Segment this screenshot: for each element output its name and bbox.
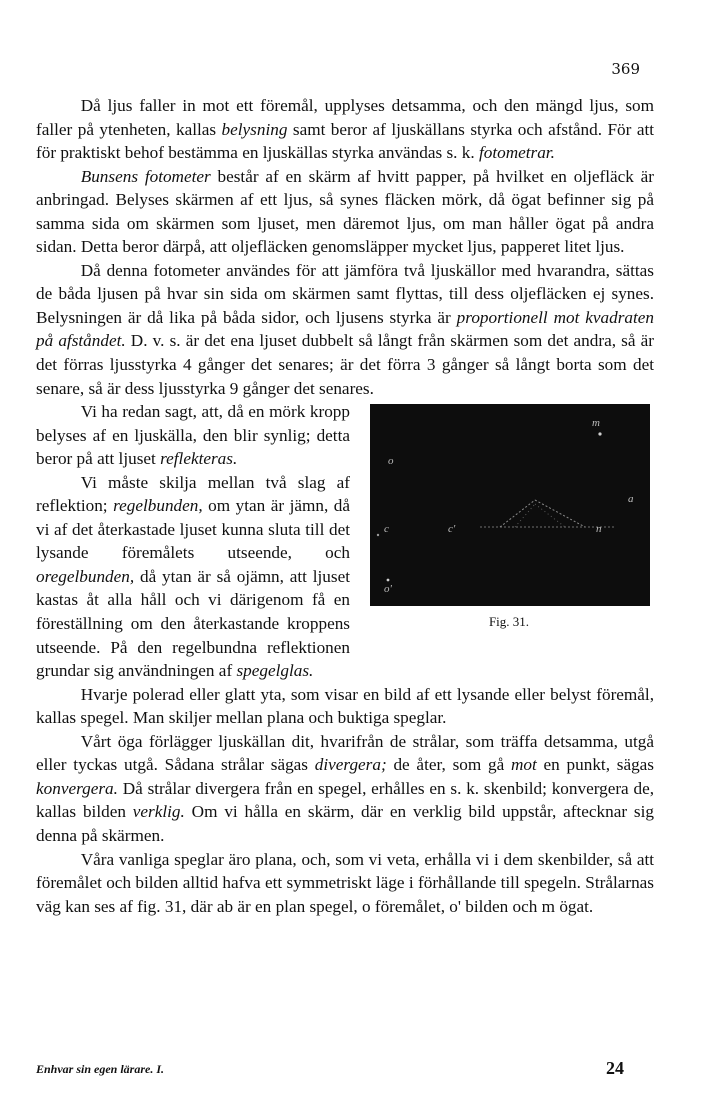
text-span: samt beror af ljuskällans styrka och afstånd. För att för praktiskt behof bestämma en ljuskällas styrka användas s. k. bbox=[36, 119, 654, 163]
object-point bbox=[387, 579, 390, 582]
fig-label-a: a bbox=[628, 493, 634, 506]
text-span: består af en skärm af hvitt papper, på hvilket en oljefläck är anbringad. Belyses skärmen af ett ljus, så synes fläcken mörk, då ögat befinner sig på samma sida om skärmen som ljuset, men däremot ljus, om man håller ögat på andra sidan. Detta beror därpå, att oljefläcken genomsläpper mycket ljus, papperet litet ljus. bbox=[36, 166, 654, 257]
text-span: Då strålar divergera från en spegel, erhålles en s. k. skenbild; konvergera de, kallas bilden bbox=[36, 778, 654, 822]
emphasis: spegelglas. bbox=[236, 661, 314, 681]
emphasis: belysning bbox=[221, 119, 288, 139]
fig-label-c: c bbox=[384, 523, 389, 536]
text-span: Då denna fotometer användes för att jämföra två ljuskällor med hvarandra, sättas de båda ljusen på hvar sin sida om skärmen samt flyttas, till dess oljefläcken ej synes. Belysningen är då lika på båda sidor, och ljusens styrka är bbox=[36, 260, 654, 327]
fig-label-o: o bbox=[388, 455, 394, 468]
fig-label-n: n bbox=[596, 523, 602, 536]
paragraph bbox=[36, 165, 654, 259]
text-span: Då ljus faller in mot ett föremål, upplyses detsamma, och den mängd ljus, som faller på ytenheten, kallas bbox=[36, 96, 654, 139]
paragraph bbox=[36, 683, 654, 730]
emphasis: regelbunden, bbox=[113, 496, 203, 516]
text-span: om ytan är jämn, då vi af det återkastade ljuset kunna sluta till det lysande föremålets utseende, och bbox=[36, 496, 350, 563]
emphasis: proportionell mot kvadraten på afståndet. bbox=[36, 307, 654, 351]
text-span: Hvarje polerad eller glatt yta, som visar en bild af ett lysande eller belyst föremål, kallas spegel. Man skiljer mellan plana och buktiga speglar. bbox=[36, 684, 654, 728]
paragraph bbox=[36, 259, 654, 400]
text-span: de åter, som gå bbox=[386, 755, 511, 775]
paragraph bbox=[36, 94, 654, 165]
eye-point bbox=[598, 433, 601, 436]
fig-label-o2: o' bbox=[384, 583, 392, 596]
paragraph bbox=[36, 730, 654, 848]
mirror-diagram bbox=[370, 404, 650, 606]
page-number: 369 bbox=[611, 60, 640, 78]
emphasis: konvergera. bbox=[36, 778, 118, 798]
figure-31 bbox=[364, 404, 654, 640]
text-span: Vi ha redan sagt, att, då en mörk kropp belyses af en ljuskälla, den blir synlig; detta beror på att ljuset bbox=[36, 402, 350, 469]
emphasis: reflekteras. bbox=[160, 449, 238, 469]
emphasis: verklig. bbox=[132, 802, 185, 822]
figure-caption: Fig. 31. bbox=[488, 614, 530, 630]
body-text bbox=[36, 94, 654, 918]
text-span: D. v. s. är det ena ljuset dubbelt så långt från skärmen som det andra, så är det förras ljusstyrka 4 gånger det senares; är det förra 3 gånger så långt borta som det senare, så är dess ljusstyrka 9 gånger det senares. bbox=[36, 331, 654, 398]
figure-image bbox=[370, 404, 650, 606]
text-span: då ytan är så ojämn, att ljuset kastas åt alla håll och vi därigenom få en föreställning om den återkastande kroppens utseende. På den regelbundna reflektionen grundar sig användningen af bbox=[36, 566, 350, 681]
text-span: Vi måste skilja mellan två slag af reflektion; bbox=[36, 472, 350, 516]
fig-label-m: m bbox=[592, 417, 600, 430]
emphasis: Bunsens fotometer bbox=[80, 166, 211, 186]
footer-series-title: Enhvar sin egen lärare. I. bbox=[36, 1062, 165, 1076]
text-span: Om vi hålla en skärm, där en verklig bild uppstår, aftecknar sig denna på skärmen. bbox=[36, 802, 654, 845]
emphasis: fotometrar. bbox=[478, 143, 555, 163]
fig-label-c2: c' bbox=[448, 523, 456, 536]
text-span: en punkt, sägas bbox=[536, 755, 654, 775]
text-span: Vårt öga förlägger ljuskällan dit, hvarifrån de strålar, som träffa detsamma, utgå eller tyckas utgå. Sådana strålar sägas bbox=[36, 731, 654, 775]
image-point bbox=[377, 534, 379, 536]
emphasis: oregelbunden, bbox=[36, 566, 135, 586]
emphasis: mot bbox=[511, 755, 537, 775]
emphasis: divergera; bbox=[314, 755, 387, 775]
footer-signature-number: 24 bbox=[606, 1058, 624, 1078]
paragraph bbox=[36, 848, 654, 919]
text-span: Våra vanliga speglar äro plana, och, som vi veta, erhålla vi i dem skenbilder, så att föremålet och bilden alltid hafva ett symmetriskt läge i förhållande till spegeln. Strålarnas väg kan ses af fig. 31, där ab är en plan spegel, o föremålet, o' bilden och m ögat. bbox=[36, 849, 654, 916]
